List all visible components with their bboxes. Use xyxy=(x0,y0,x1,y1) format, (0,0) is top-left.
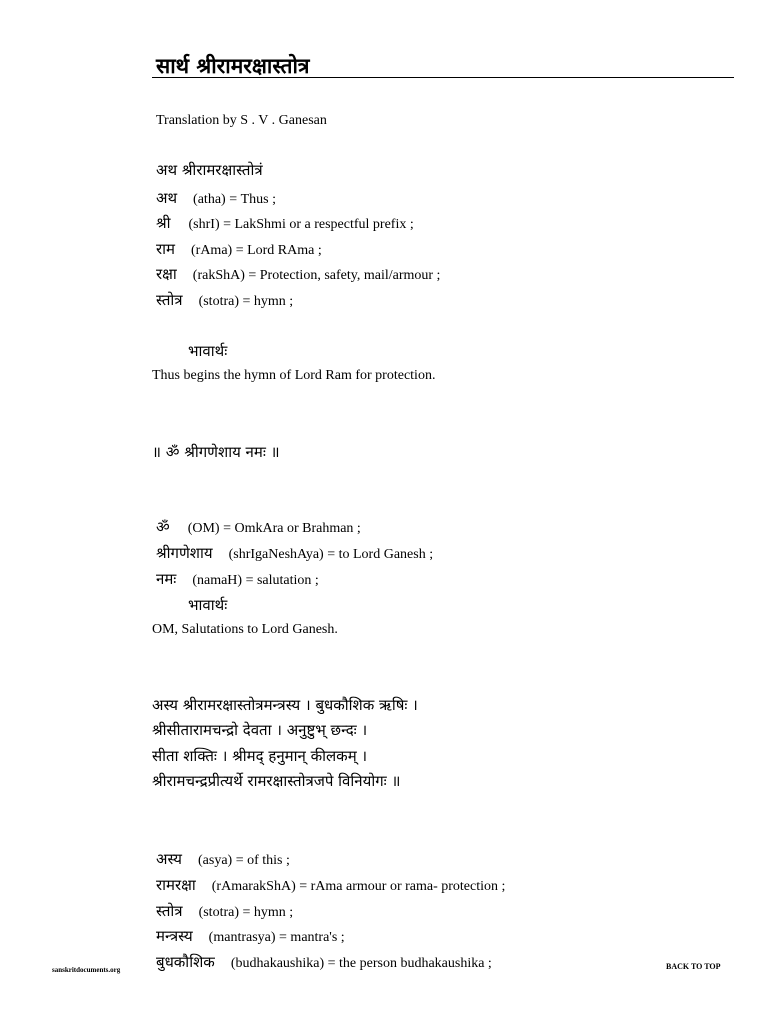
gloss-meaning: (atha) = Thus ; xyxy=(193,192,276,207)
section2-summary: OM, Salutations to Lord Ganesh. xyxy=(152,622,338,637)
gloss-meaning: (shrIgaNeshAya) = to Lord Ganesh ; xyxy=(228,547,434,562)
gloss-row xyxy=(156,569,319,589)
gloss-word: श्रीगणेशाय xyxy=(156,544,213,562)
gloss-word: रामरक्षा xyxy=(156,876,196,894)
gloss-word: श्री xyxy=(156,214,171,232)
gloss-meaning: (rAmarakShA) = rAma armour or rama- protection ; xyxy=(211,879,506,894)
gloss-row xyxy=(156,264,440,284)
gloss-meaning: (stotra) = hymn ; xyxy=(198,905,294,920)
gloss-meaning: (OM) = OmkAra or Brahman ; xyxy=(187,521,361,536)
back-to-top-link[interactable]: BACK TO TOP xyxy=(666,962,721,971)
gloss-row xyxy=(156,290,293,310)
section2-heading: ॥ ॐ श्रीगणेशाय नमः ॥ xyxy=(152,443,280,461)
gloss-row xyxy=(156,875,505,895)
section1-heading: अथ श्रीरामरक्षास्तोत्रं xyxy=(156,161,263,179)
gloss-word: बुधकौशिक xyxy=(156,953,215,971)
gloss-meaning: (rakShA) = Protection, safety, mail/armour ; xyxy=(192,268,441,283)
gloss-word: रक्षा xyxy=(156,265,177,283)
gloss-word: अथ xyxy=(156,189,178,207)
gloss-meaning: (rAma) = Lord RAma ; xyxy=(191,243,322,258)
gloss-word: ॐ xyxy=(156,518,170,536)
gloss-word: राम xyxy=(156,240,175,258)
gloss-word: स्तोत्र xyxy=(156,291,183,309)
gloss-meaning: (stotra) = hymn ; xyxy=(198,294,294,309)
gloss-meaning: (asya) = of this ; xyxy=(198,853,290,868)
verse-line: श्रीरामचन्द्रप्रीत्यर्थे रामरक्षास्तोत्रजपे विनियोगः ॥ xyxy=(152,772,401,790)
verse-line: श्रीसीतारामचन्द्रो देवता । अनुष्टुभ् छन्दः । xyxy=(152,721,368,739)
gloss-meaning: (namaH) = salutation ; xyxy=(192,573,319,588)
bhavarth-label: भावार्थः xyxy=(188,342,228,360)
gloss-row xyxy=(156,213,414,233)
gloss-word: नमः xyxy=(156,570,177,588)
gloss-word: अस्य xyxy=(156,850,182,868)
gloss-meaning: (budhakaushika) = the person budhakaushika ; xyxy=(230,956,492,971)
section1-summary: Thus begins the hymn of Lord Ram for protection. xyxy=(152,368,436,383)
gloss-row xyxy=(156,849,290,869)
site-footer-label: sanskritdocuments.org xyxy=(52,966,121,974)
gloss-row xyxy=(156,952,492,972)
gloss-meaning: (mantrasya) = mantra's ; xyxy=(208,930,345,945)
title-divider xyxy=(152,77,734,78)
document-title: सार्थ श्रीरामरक्षास्तोत्र xyxy=(156,54,310,78)
gloss-word: मन्त्रस्य xyxy=(156,927,193,945)
gloss-row xyxy=(156,239,322,259)
gloss-row xyxy=(156,517,361,537)
verse-line: सीता शक्तिः । श्रीमद् हनुमान् कीलकम् । xyxy=(152,747,368,765)
gloss-row xyxy=(156,926,345,946)
translator-credit: Translation by S . V . Ganesan xyxy=(156,113,327,128)
verse-line: अस्य श्रीरामरक्षास्तोत्रमन्त्रस्य । बुधकौशिक ऋषिः । xyxy=(152,696,418,714)
gloss-row xyxy=(156,543,433,563)
gloss-word: स्तोत्र xyxy=(156,902,183,920)
bhavarth-label: भावार्थः xyxy=(188,596,228,614)
gloss-row xyxy=(156,901,293,921)
gloss-row xyxy=(156,188,276,208)
gloss-meaning: (shrI) = LakShmi or a respectful prefix ; xyxy=(188,217,414,232)
